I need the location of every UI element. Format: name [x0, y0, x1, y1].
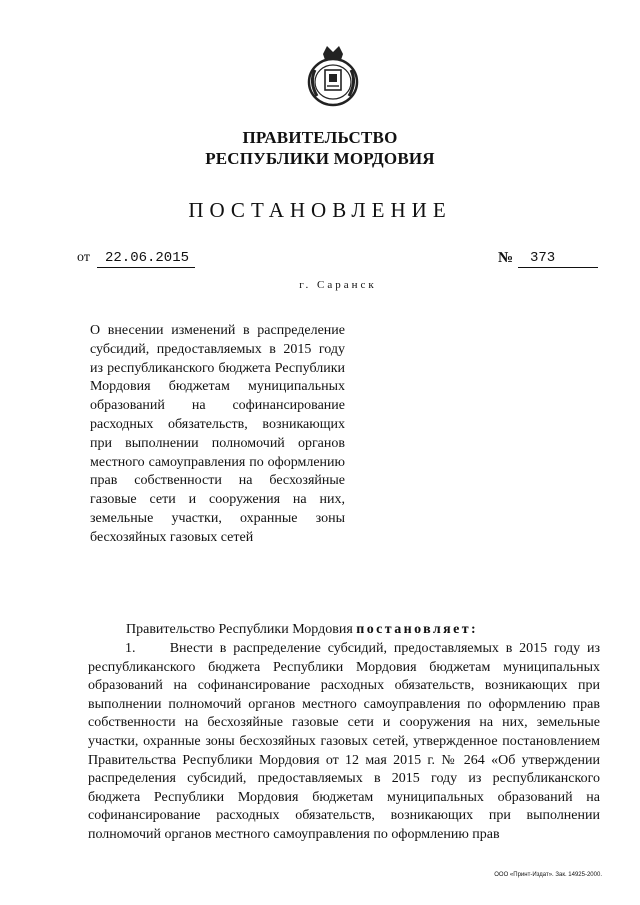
coat-of-arms-emblem: [303, 44, 363, 110]
document-date: 22.06.2015: [97, 250, 195, 268]
preamble-text: Правительство Республики Мордовия: [126, 622, 357, 637]
date-prefix: от: [77, 250, 90, 265]
number-prefix: №: [498, 250, 514, 266]
preamble-emphasis: постановляет:: [356, 622, 479, 637]
document-subject: О внесении изменений в распределение субсидий, предоставляемых в 2015 году из республиканского бюджета Республики Мордовия бюджетам муниципальных образований на софинансирование расходных обязательств, возникающих при выполнении полномочий органов местного самоуправления по оформлению прав собственности на бесхозяйные газовые сети и сооружения на них, земельные участки, охранные зоны бесхозяйных газовых сетей: [90, 323, 345, 545]
printer-footer: ООО «Принт-Издат». Зак. 14925-2000.: [494, 872, 602, 878]
document-number: 373: [518, 250, 598, 268]
government-title: ПРАВИТЕЛЬСТВО: [242, 128, 398, 147]
republic-title: РЕСПУБЛИКИ МОРДОВИЯ: [205, 149, 435, 168]
resolution-paragraph-1: 1. Внести в распределение субсидий, предоставляемых в 2015 году из республиканского бюджета Республики Мордовия бюджетам муниципальных образований на софинансирование расходных обязательств, возникающих при выполнении полномочий органов местного самоуправления по оформлению прав собственности на бесхозяйные газовые сети и сооружения на них, земельные участки, охранные зоны бесхозяйных газовых сетей, утвержденное постановлением Правительства Республики Мордовия от 12 мая 2015 г. № 264 «Об утверждении распределения субсидий, предоставляемых в 2015 году из республиканского бюджета Республики Мордовия бюджетам муниципальных образований на софинансирование расходных обязательств, возникающих при выполнении полномочий органов местного самоуправления по оформлению прав: [88, 641, 600, 842]
document-type: ПОСТАНОВЛЕНИЕ: [188, 198, 452, 222]
city-name: г. Саранск: [299, 279, 377, 291]
preamble: [126, 622, 478, 638]
